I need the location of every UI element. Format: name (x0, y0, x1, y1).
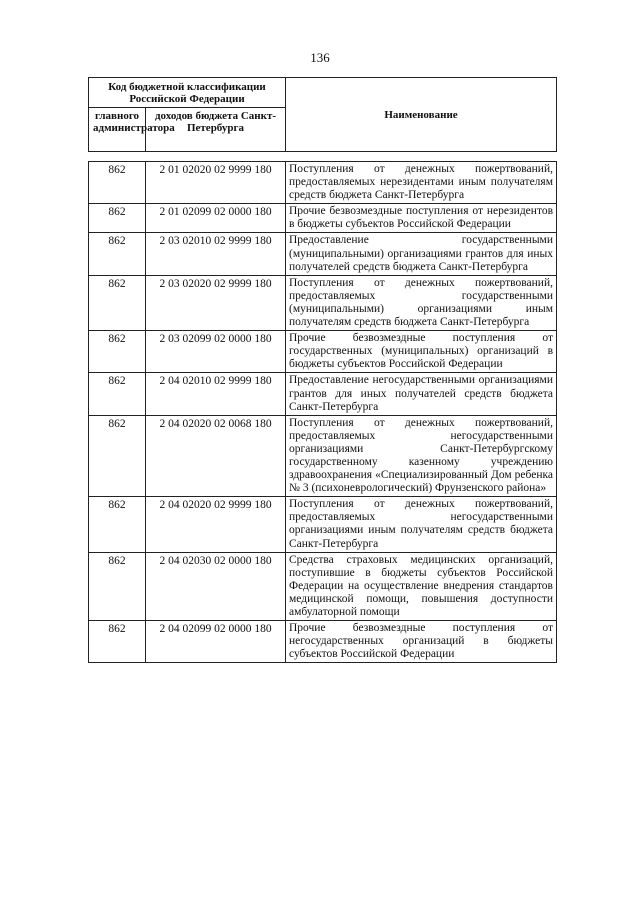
admin-code-cell: 862 (89, 415, 146, 497)
admin-code-cell: 862 (89, 233, 146, 275)
income-code-cell: 2 04 02020 02 0068 180 (146, 415, 286, 497)
admin-code-cell: 862 (89, 162, 146, 204)
admin-code-cell: 862 (89, 497, 146, 552)
name-cell: Поступления от денежных пожертвований, предоставляемых негосударственными организациями иным получателям средств бюджета Санкт-Петербурга (286, 497, 557, 552)
table-header (88, 77, 557, 152)
income-code-cell: 2 04 02030 02 0000 180 (146, 552, 286, 620)
table-row (89, 497, 557, 552)
income-code-cell: 2 01 02020 02 9999 180 (146, 162, 286, 204)
table-row (89, 415, 557, 497)
income-code-cell: 2 03 02020 02 9999 180 (146, 275, 286, 330)
income-code-cell: 2 01 02099 02 0000 180 (146, 204, 286, 233)
name-cell: Прочие безвозмездные поступления от государственных (муниципальных) организаций в бюджеты субъектов Российской Федерации (286, 331, 557, 373)
income-code-cell: 2 04 02099 02 0000 180 (146, 621, 286, 663)
table-row (89, 373, 557, 415)
name-cell: Поступления от денежных пожертвований, предоставляемых нерезидентами иным получателям средств бюджета Санкт-Петербурга (286, 162, 557, 204)
name-cell: Предоставление негосударственными организациями грантов для иных получателей средств бюджета Санкт-Петербурга (286, 373, 557, 415)
classification-code-header: Код бюджетной классификации Российской Федерации (89, 78, 286, 108)
admin-code-cell: 862 (89, 331, 146, 373)
admin-code-cell: 862 (89, 275, 146, 330)
name-cell: Предоставление государственными (муниципальными) организациями грантов для иных получателей средств бюджета Санкт-Петербурга (286, 233, 557, 275)
admin-code-cell: 862 (89, 621, 146, 663)
table-row (89, 204, 557, 233)
name-cell: Прочие безвозмездные поступления от негосударственных организаций в бюджеты субъектов Российской Федерации (286, 621, 557, 663)
income-code-cell: 2 04 02010 02 9999 180 (146, 373, 286, 415)
admin-code-cell: 862 (89, 204, 146, 233)
admin-code-cell: 862 (89, 373, 146, 415)
name-cell: Поступления от денежных пожертвований, предоставляемых негосударственными организациями Санкт-Петербургскому государственному казенному учреждению здравоохранения «Специализированный Дом ребенка № 3 (психоневрологический) Фрунзенского района» (286, 415, 557, 497)
table-row (89, 621, 557, 663)
income-column-header: доходов бюджета Санкт-Петербурга (146, 108, 286, 152)
table-row (89, 275, 557, 330)
name-cell: Прочие безвозмездные поступления от нерезидентов в бюджеты субъектов Российской Федерации (286, 204, 557, 233)
admin-column-header: главного администратора (89, 108, 146, 152)
table-row (89, 233, 557, 275)
admin-code-cell: 862 (89, 552, 146, 620)
table-row (89, 552, 557, 620)
table-row (89, 331, 557, 373)
table-row (89, 162, 557, 204)
name-column-header: Наименование (286, 78, 557, 152)
income-codes-table (88, 161, 557, 663)
income-code-cell: 2 04 02020 02 9999 180 (146, 497, 286, 552)
page-number: 136 (310, 50, 330, 65)
name-cell: Средства страховых медицинских организаций, поступившие в бюджеты субъектов Российской Федерации на осуществление внедрения стандартов медицинской помощи, повышения доступности амбулаторной помощи (286, 552, 557, 620)
income-code-cell: 2 03 02010 02 9999 180 (146, 233, 286, 275)
name-cell: Поступления от денежных пожертвований, предоставляемых государственными (муниципальными) организациями иным получателям средств бюджета Санкт-Петербурга (286, 275, 557, 330)
income-code-cell: 2 03 02099 02 0000 180 (146, 331, 286, 373)
